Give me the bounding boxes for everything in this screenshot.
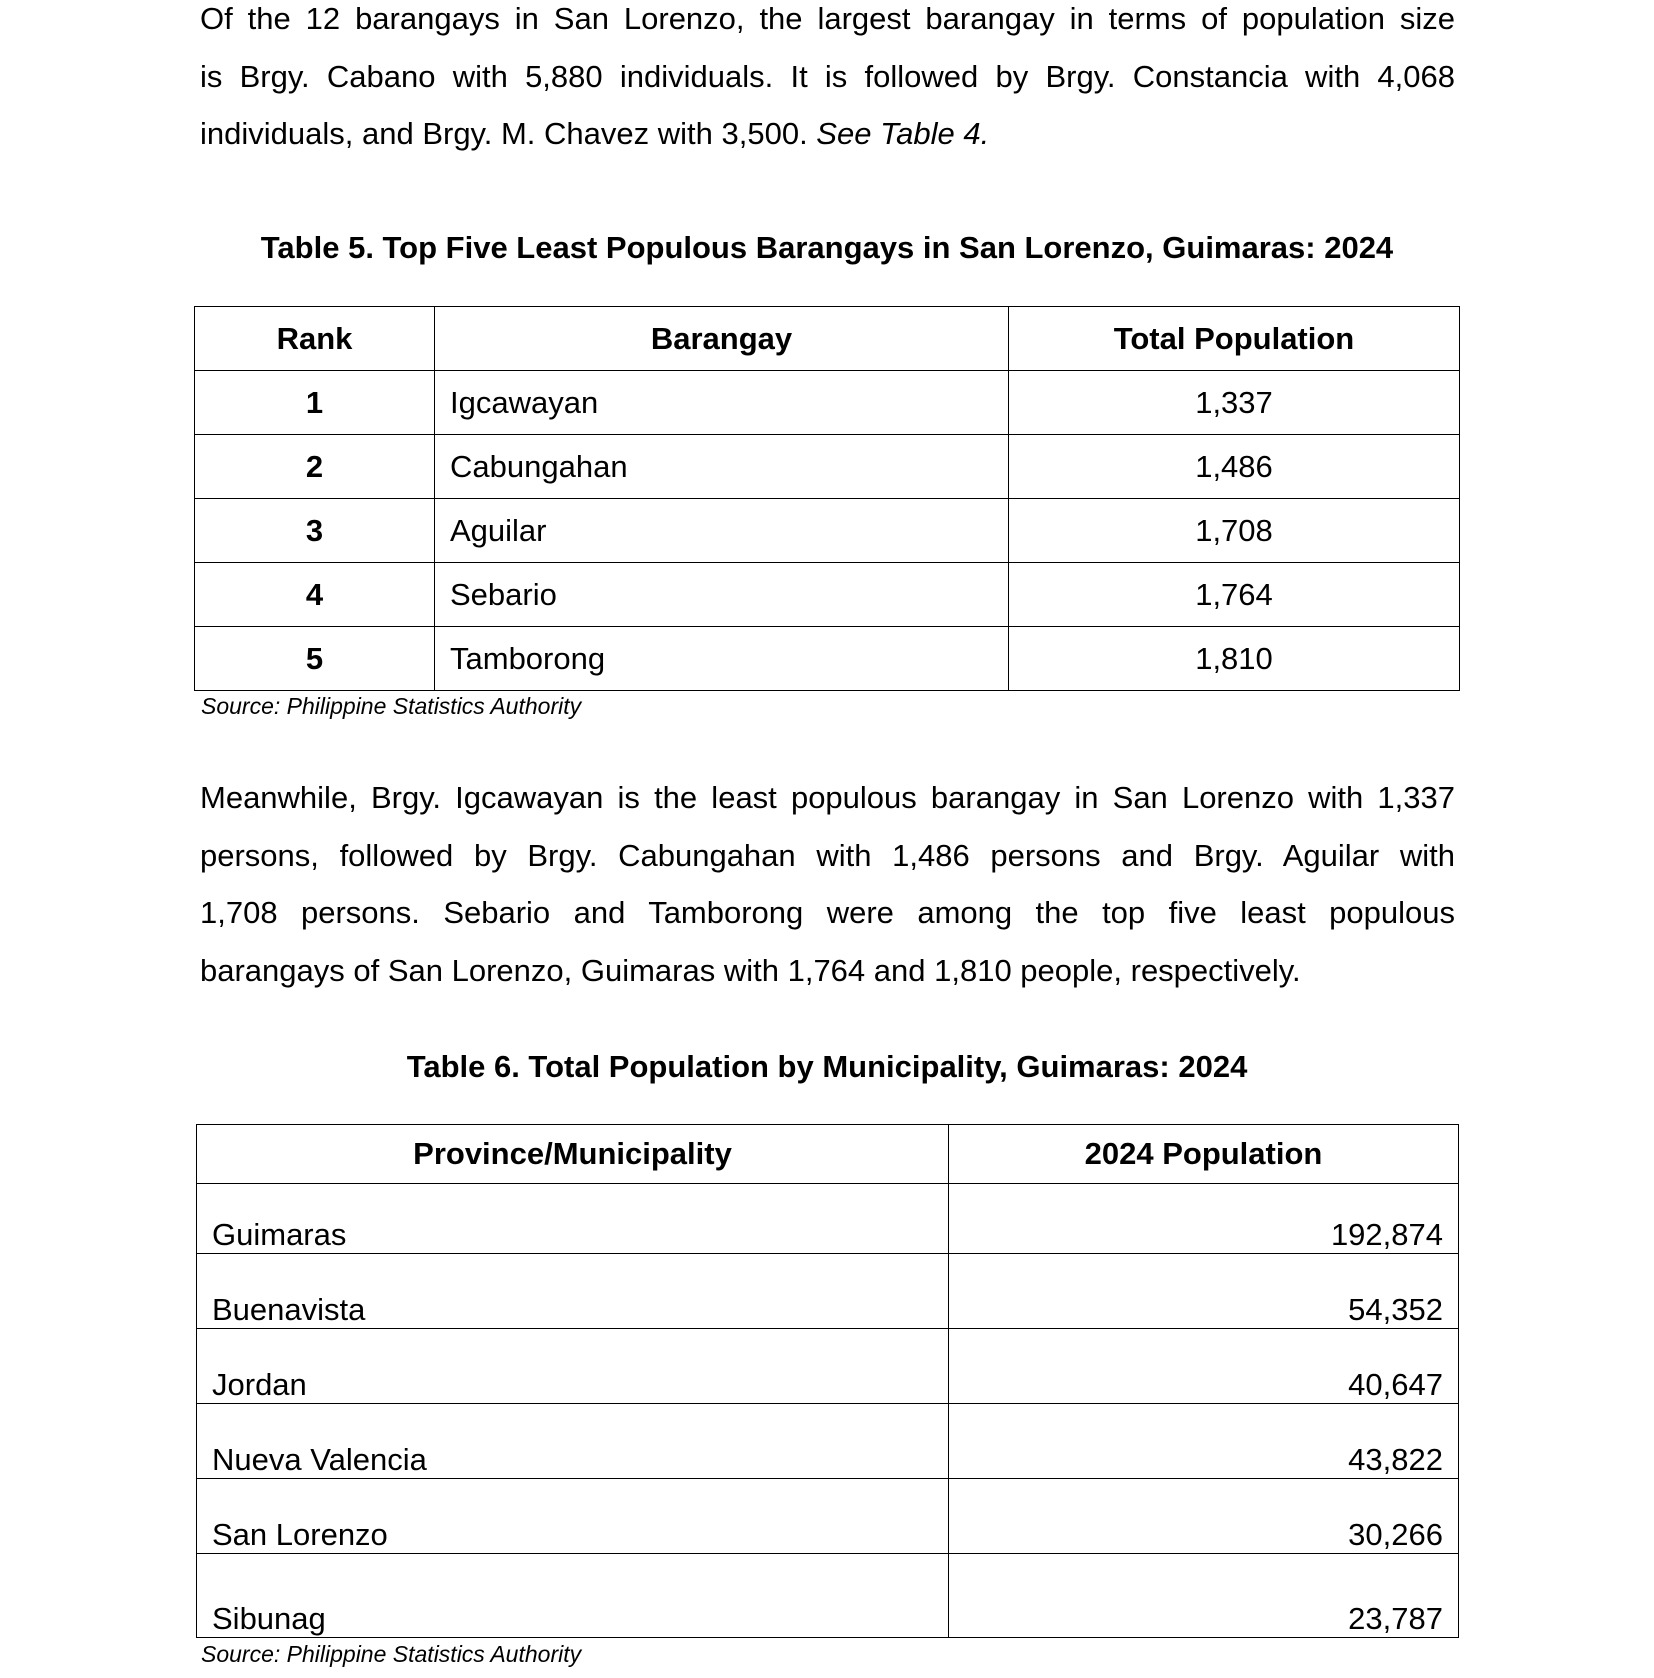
table-row [197,1554,1459,1638]
population-cell: 1,810 [1009,627,1460,691]
rank-cell: 1 [195,371,435,435]
intro-paragraph [200,0,1455,163]
municipality-cell: Jordan [197,1329,949,1404]
municipality-cell: Buenavista [197,1254,949,1329]
population-cell: 30,266 [949,1479,1459,1554]
population-cell: 1,764 [1009,563,1460,627]
column-header-barangay: Barangay [435,307,1009,371]
table-row [195,627,1460,691]
summary-line-1: Meanwhile, Brgy. Igcawayan is the least populous barangay in San Lorenzo with 1,337 [200,780,1455,815]
table-row [197,1254,1459,1329]
barangay-cell: Tamborong [435,627,1009,691]
population-cell: 1,486 [1009,435,1460,499]
summary-line-3: 1,708 persons. Sebario and Tamborong were among the top five least populous [200,895,1455,930]
table-header-row [197,1125,1459,1184]
table-row [195,499,1460,563]
population-cell: 54,352 [949,1254,1459,1329]
rank-cell: 4 [195,563,435,627]
rank-cell: 2 [195,435,435,499]
summary-line-4: barangays of San Lorenzo, Guimaras with 1,764 and 1,810 people, respectively. [200,952,1301,988]
table-reference: See Table 4. [816,116,990,151]
population-cell: 192,874 [949,1184,1459,1254]
barangay-cell: Igcawayan [435,371,1009,435]
table-row [195,435,1460,499]
municipality-cell: San Lorenzo [197,1479,949,1554]
municipality-cell: Sibunag [197,1554,949,1638]
municipality-cell: Nueva Valencia [197,1404,949,1479]
summary-line-2: persons, followed by Brgy. Cabungahan with 1,486 persons and Brgy. Aguilar with [200,837,1455,873]
table-row [197,1404,1459,1479]
intro-line-2: is Brgy. Cabano with 5,880 individuals. It is followed by Brgy. Constancia with 4,068 [200,58,1455,94]
population-cell: 23,787 [949,1554,1459,1638]
rank-cell: 3 [195,499,435,563]
column-header-province-municipality: Province/Municipality [197,1125,949,1184]
population-cell: 43,822 [949,1404,1459,1479]
table-row [197,1479,1459,1554]
municipality-population-table [196,1124,1459,1638]
table-row [197,1329,1459,1404]
population-cell: 40,647 [949,1329,1459,1404]
barangay-cell: Sebario [435,563,1009,627]
table-5-source: Source: Philippine Statistics Authority [201,693,582,719]
population-cell: 1,337 [1009,371,1460,435]
barangay-cell: Aguilar [435,499,1009,563]
table-row [195,563,1460,627]
table-6-caption: Table 6. Total Population by Municipality, Guimaras: 2024 [406,1049,1248,1084]
column-header-rank: Rank [195,307,435,371]
summary-paragraph [200,769,1455,999]
table-5-caption: Table 5. Top Five Least Populous Barangays in San Lorenzo, Guimaras: 2024 [260,230,1394,265]
table-6-source: Source: Philippine Statistics Authority [201,1641,582,1667]
population-cell: 1,708 [1009,499,1460,563]
table-row [195,371,1460,435]
least-populous-table [194,306,1460,691]
municipality-cell: Guimaras [197,1184,949,1254]
table-header-row [195,307,1460,371]
rank-cell: 5 [195,627,435,691]
column-header-total-population: Total Population [1009,307,1460,371]
barangay-cell: Cabungahan [435,435,1009,499]
column-header-2024-population: 2024 Population [949,1125,1459,1184]
intro-line-1: Of the 12 barangays in San Lorenzo, the largest barangay in terms of population size [200,1,1455,36]
intro-line-3 [200,105,1455,163]
intro-line-3-text: individuals, and Brgy. M. Chavez with 3,500. [200,116,817,151]
table-row [197,1184,1459,1254]
